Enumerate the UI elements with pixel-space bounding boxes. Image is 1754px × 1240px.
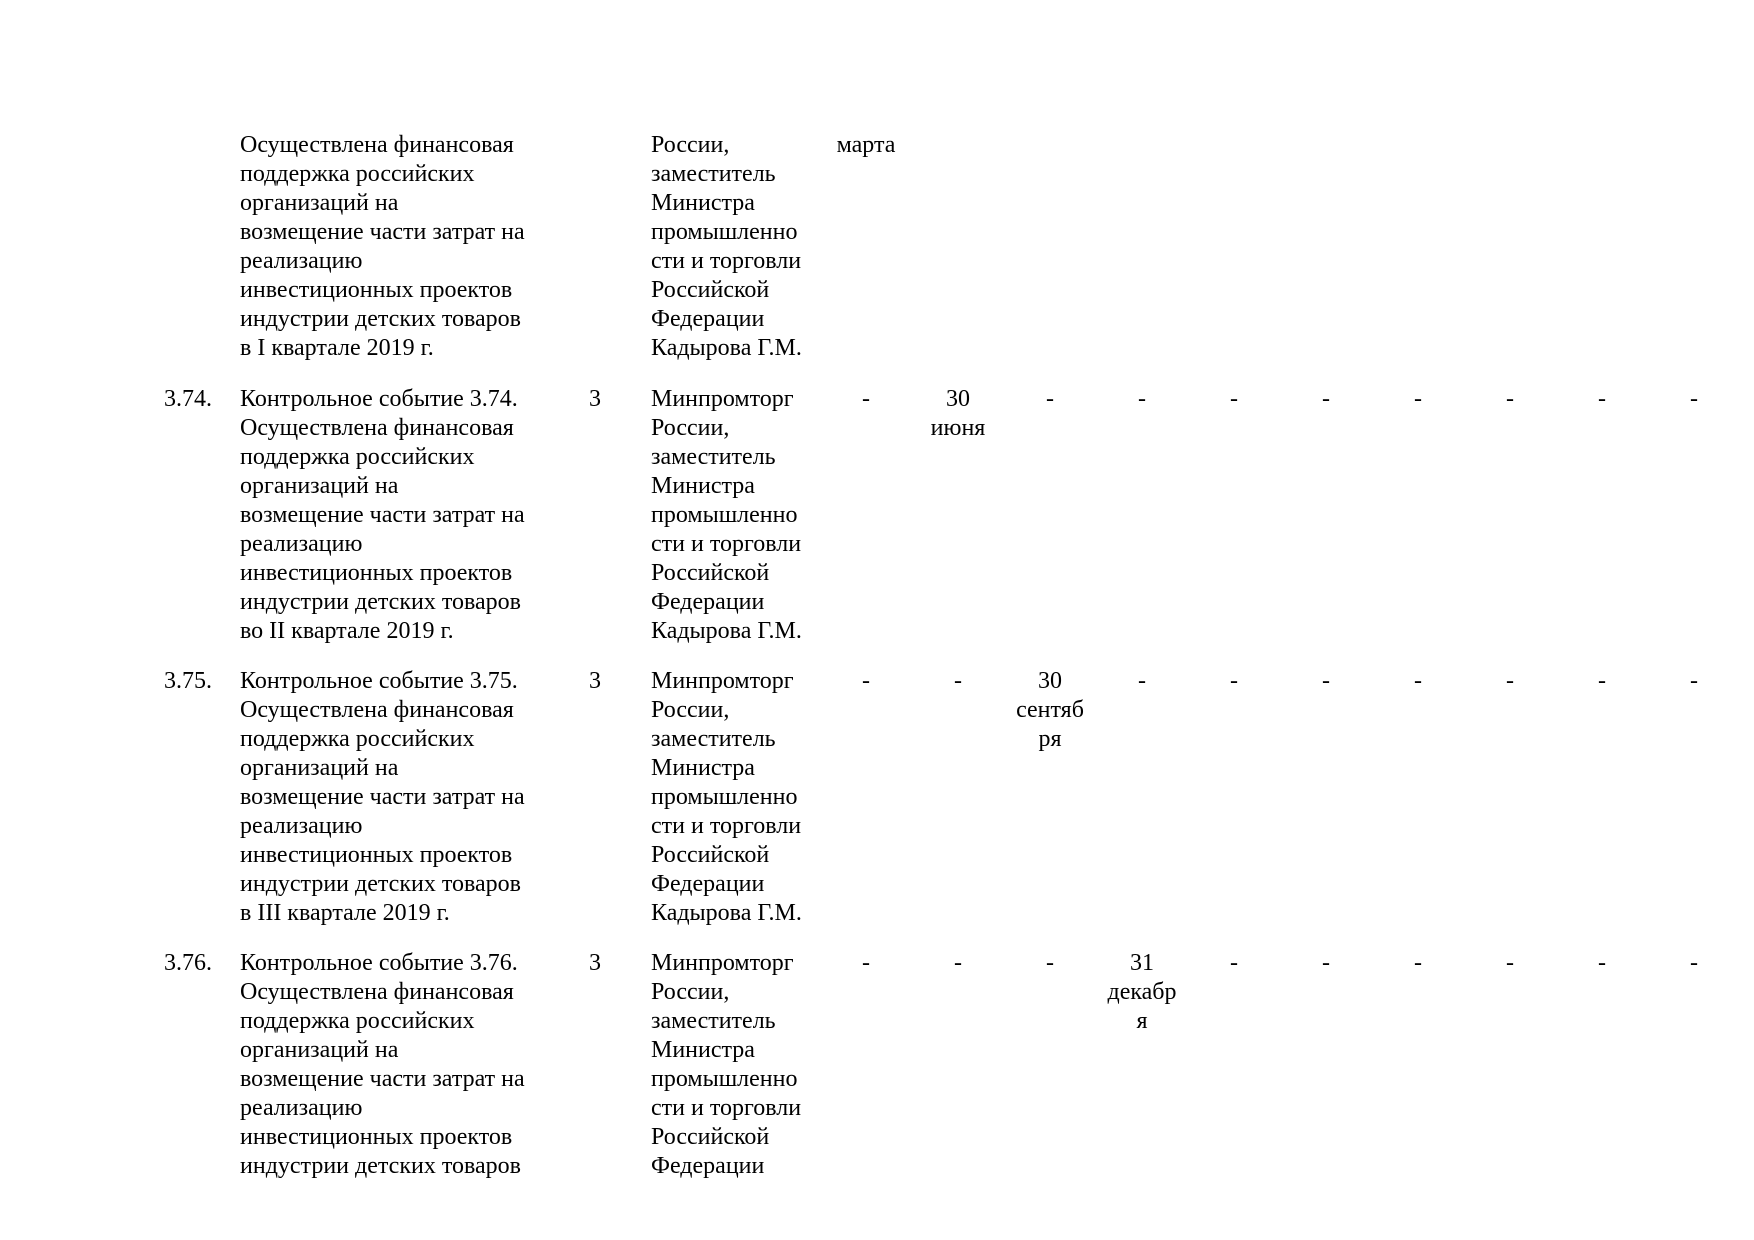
responsible-executor xyxy=(651,667,826,928)
responsible-line: Российской xyxy=(651,560,770,586)
quarter-date-cell xyxy=(821,385,911,414)
quarter-date-cell xyxy=(1097,949,1187,1036)
date-line: - xyxy=(1506,950,1514,976)
responsible-line: сти и торговли xyxy=(651,531,802,557)
date-line: - xyxy=(954,950,962,976)
quarter-date-cell xyxy=(1373,949,1463,978)
quarter-date-cell xyxy=(1465,949,1555,978)
date-line: - xyxy=(862,668,870,694)
quarter-date-cell xyxy=(1189,385,1279,414)
date-line: - xyxy=(1322,668,1330,694)
description-line: возмещение части затрат на xyxy=(240,784,525,810)
responsible-executor xyxy=(651,385,826,646)
quarter-date-cell xyxy=(821,667,911,696)
date-line: сентяб xyxy=(1016,697,1084,723)
description-line: возмещение части затрат на xyxy=(240,502,525,528)
row-number: 3.74. xyxy=(164,386,212,412)
date-line: - xyxy=(862,386,870,412)
quarter-date-cell xyxy=(1097,667,1187,696)
description-line: реализацию xyxy=(240,248,363,274)
event-level: 3 xyxy=(589,386,601,412)
quarter-date-cell xyxy=(913,949,1003,978)
quarter-date-cell xyxy=(1189,949,1279,978)
responsible-line: Российской xyxy=(651,277,770,303)
date-line: - xyxy=(1506,386,1514,412)
date-line: 30 xyxy=(946,386,970,412)
event-description xyxy=(240,667,570,928)
quarter-date-cell xyxy=(1281,385,1371,414)
description-line: индустрии детских товаров xyxy=(240,871,521,897)
date-line: - xyxy=(1414,668,1422,694)
description-line: возмещение части затрат на xyxy=(240,219,525,245)
date-line: - xyxy=(1414,386,1422,412)
description-line: инвестиционных проектов xyxy=(240,1124,513,1150)
responsible-line: Федерации xyxy=(651,871,765,897)
description-line: Осуществлена финансовая xyxy=(240,979,514,1005)
description-line: Контрольное событие 3.76. xyxy=(240,950,518,976)
responsible-line: сти и торговли xyxy=(651,813,802,839)
date-line: - xyxy=(1322,386,1330,412)
responsible-line: Министра xyxy=(651,190,755,216)
responsible-line: Российской xyxy=(651,842,770,868)
quarter-date-cell xyxy=(1465,385,1555,414)
description-line: индустрии детских товаров xyxy=(240,306,521,332)
row-number: 3.75. xyxy=(164,668,212,694)
description-line: реализацию xyxy=(240,1095,363,1121)
date-line: - xyxy=(1046,386,1054,412)
responsible-executor xyxy=(651,949,826,1181)
description-line: реализацию xyxy=(240,531,363,557)
description-line: в III квартале 2019 г. xyxy=(240,900,450,926)
description-line: в I квартале 2019 г. xyxy=(240,335,434,361)
quarter-date-cell xyxy=(1557,949,1647,978)
quarter-date-cell xyxy=(1281,667,1371,696)
responsible-line: России, xyxy=(651,415,730,441)
date-line: - xyxy=(1690,668,1698,694)
description-line: индустрии детских товаров xyxy=(240,1153,521,1179)
responsible-line: промышленно xyxy=(651,502,798,528)
description-line: поддержка российских xyxy=(240,726,475,752)
event-description xyxy=(240,385,570,646)
quarter-date-cell xyxy=(1649,385,1739,414)
quarter-date-cell xyxy=(821,131,911,160)
responsible-line: Министра xyxy=(651,1037,755,1063)
responsible-line: Федерации xyxy=(651,306,765,332)
date-line: июня xyxy=(930,415,986,441)
quarter-date-cell xyxy=(913,667,1003,696)
responsible-line: сти и торговли xyxy=(651,248,802,274)
responsible-line: заместитель xyxy=(651,161,776,187)
date-line: - xyxy=(1598,668,1606,694)
date-line: - xyxy=(1138,386,1146,412)
responsible-line: промышленно xyxy=(651,784,798,810)
quarter-date-cell xyxy=(1281,949,1371,978)
description-line: поддержка российских xyxy=(240,161,475,187)
description-line: организаций на xyxy=(240,473,399,499)
date-line: 31 xyxy=(1130,950,1154,976)
date-line: - xyxy=(1230,668,1238,694)
quarter-date-cell xyxy=(1097,385,1187,414)
quarter-date-cell xyxy=(1005,385,1095,414)
responsible-line: Минпромторг xyxy=(651,950,794,976)
date-line: марта xyxy=(836,132,896,158)
responsible-line: Федерации xyxy=(651,589,765,615)
date-line: ря xyxy=(1038,726,1062,752)
responsible-line: Федерации xyxy=(651,1153,765,1179)
description-line: организаций на xyxy=(240,1037,399,1063)
description-line: Осуществлена финансовая xyxy=(240,415,514,441)
responsible-line: заместитель xyxy=(651,1008,776,1034)
responsible-line: Российской xyxy=(651,1124,770,1150)
description-line: инвестиционных проектов xyxy=(240,277,513,303)
event-level: 3 xyxy=(589,668,601,694)
event-description xyxy=(240,131,570,363)
description-line: Контрольное событие 3.74. xyxy=(240,386,518,412)
description-line: Контрольное событие 3.75. xyxy=(240,668,518,694)
date-line: - xyxy=(862,950,870,976)
date-line: декабр xyxy=(1107,979,1177,1005)
date-line: - xyxy=(1690,950,1698,976)
description-line: возмещение части затрат на xyxy=(240,1066,525,1092)
date-line: - xyxy=(1230,950,1238,976)
description-line: инвестиционных проектов xyxy=(240,842,513,868)
responsible-line: заместитель xyxy=(651,444,776,470)
quarter-date-cell xyxy=(1189,667,1279,696)
description-line: Осуществлена финансовая xyxy=(240,132,514,158)
responsible-line: Министра xyxy=(651,755,755,781)
responsible-line: Кадырова Г.М. xyxy=(651,900,802,926)
responsible-line: сти и торговли xyxy=(651,1095,802,1121)
description-line: организаций на xyxy=(240,755,399,781)
date-line: - xyxy=(1138,668,1146,694)
description-line: инвестиционных проектов xyxy=(240,560,513,586)
responsible-executor xyxy=(651,131,826,363)
date-line: - xyxy=(1322,950,1330,976)
responsible-line: России, xyxy=(651,132,730,158)
quarter-date-cell xyxy=(913,385,1003,443)
quarter-date-cell xyxy=(1557,385,1647,414)
responsible-line: Минпромторг xyxy=(651,668,794,694)
description-line: организаций на xyxy=(240,190,399,216)
event-level: 3 xyxy=(589,950,601,976)
responsible-line: России, xyxy=(651,979,730,1005)
row-number: 3.76. xyxy=(164,950,212,976)
responsible-line: Кадырова Г.М. xyxy=(651,618,802,644)
quarter-date-cell xyxy=(1005,949,1095,978)
quarter-date-cell xyxy=(1649,949,1739,978)
quarter-date-cell xyxy=(1465,667,1555,696)
description-line: поддержка российских xyxy=(240,444,475,470)
responsible-line: Минпромторг xyxy=(651,386,794,412)
date-line: - xyxy=(1598,386,1606,412)
date-line: - xyxy=(954,668,962,694)
date-line: - xyxy=(1506,668,1514,694)
description-line: Осуществлена финансовая xyxy=(240,697,514,723)
quarter-date-cell xyxy=(1649,667,1739,696)
date-line: - xyxy=(1414,950,1422,976)
responsible-line: Министра xyxy=(651,473,755,499)
quarter-date-cell xyxy=(821,949,911,978)
date-line: - xyxy=(1230,386,1238,412)
quarter-date-cell xyxy=(1005,667,1095,754)
event-description xyxy=(240,949,570,1181)
responsible-line: России, xyxy=(651,697,730,723)
date-line: я xyxy=(1136,1008,1148,1034)
description-line: реализацию xyxy=(240,813,363,839)
quarter-date-cell xyxy=(1557,667,1647,696)
date-line: - xyxy=(1598,950,1606,976)
date-line: - xyxy=(1690,386,1698,412)
date-line: 30 xyxy=(1038,668,1062,694)
description-line: поддержка российских xyxy=(240,1008,475,1034)
responsible-line: промышленно xyxy=(651,1066,798,1092)
date-line: - xyxy=(1046,950,1054,976)
quarter-date-cell xyxy=(1373,385,1463,414)
description-line: во II квартале 2019 г. xyxy=(240,618,454,644)
responsible-line: Кадырова Г.М. xyxy=(651,335,802,361)
responsible-line: промышленно xyxy=(651,219,798,245)
quarter-date-cell xyxy=(1373,667,1463,696)
responsible-line: заместитель xyxy=(651,726,776,752)
description-line: индустрии детских товаров xyxy=(240,589,521,615)
